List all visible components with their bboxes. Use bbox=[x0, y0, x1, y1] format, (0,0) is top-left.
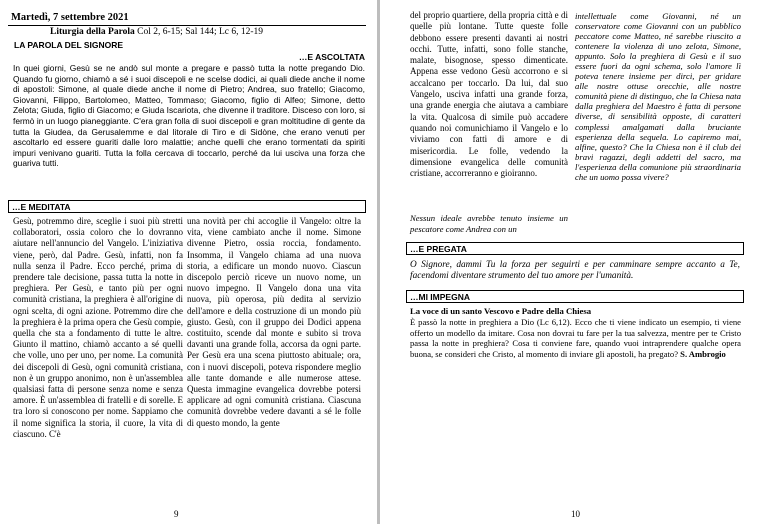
meditata-box bbox=[8, 200, 366, 213]
gospel-text: In quei giorni, Gesù se ne andò sul monte a pregare e passò tutta la notte pregando Dio. Quando fu giorno, chiamò a sé i suoi discepoli e ne scelse dodici, ai quali diede anche il nome di apostoli: Simone, al quale diede anche il nome di Pietro; Andrea, suo fratello; Giacomo, Giovanni, Filippo, Bartolomeo, Matteo, Tommaso; Giacomo, figlio di Alfeo; Simone, detto Zelota; Giuda, figlio di Giacomo; e Giuda Iscariota, che divenne il traditore. Disceso con loro, si fermò in un luogo pianeggiante. C'era gran folla di suoi discepoli e gran moltitudine di gente da tutta la Giudea, da Gerusalemme e dal litorale di Tiro e di Sidòne, che erano venuti per ascoltarlo ed essere guariti dalle loro malattie; anche quelli che erano tormentati da spiriti impuri venivano guariti. Tutta la folla cercava di toccarlo, perché da lui usciva una forza che guariva tutti. bbox=[13, 63, 365, 169]
page-number-left: 9 bbox=[174, 509, 179, 519]
impegna-body bbox=[410, 317, 741, 360]
meditata-label: …E MEDITATA bbox=[12, 202, 71, 212]
continuation-column-1: del proprio quartiere, della propria città e di quelle più lontane. Tutte queste folle debbono essere presenti davanti ai nostri occhi. Tutte, infatti, sono folle stanche, malate, bisognose, spesso dimenticate. Appena esse vedono Gesù accorrono e si accalcano per toccarlo. Da lui, dal suo Vangelo, usciva infatti una grande forza, una grande energia che aiutava a cambiare la vita. Qualcosa di simile può accadere quando noi comunichiamo il Vangelo e lo viviamo con fatti di amore e di misericordia. Le folle, vedendo la dimensione evangelica delle comunità cristiane, accorreranno e gioiranno. bbox=[410, 10, 568, 179]
continuation-column-2-italic: intellettuale come Giovanni, né un conservatore come Giovanni con un pubblico peccatore come Matteo, né sarebbe riuscito a contenere la violenza di uno zelota, Simone, appunto. Solo la preghiera di Gesù e il suo essere fuori da ogni schema, solo l'amore lì poteva tenere insieme per dirci, per gridare alle nostre ottuse orecchie, alle nostre comunità piene di distinguo, che la Chiesa nata dalla preghiera del Maestro è fatta di persone diverse, di sensibilità opposte, di caratteri complessi amalgamati dalla bruciante esperienza della sequela. Lo capiremo mai, alfine, questo? Che la Chiesa non è il club dei bravi ragazzi, degli addetti del sacro, ma l'esperienza della comunione più straordinaria che un uomo possa vivere? bbox=[575, 11, 742, 182]
impegna-box bbox=[406, 290, 744, 303]
page-number-right: 10 bbox=[571, 509, 580, 519]
impegna-heading: La voce di un santo Vescovo e Padre della Chiesa bbox=[410, 306, 592, 316]
liturgy-refs: Col 2, 6-15; Sal 144; Lc 6, 12-19 bbox=[137, 27, 264, 37]
liturgy-line bbox=[50, 27, 263, 37]
meditation-column-1: Gesù, potremmo dire, sceglie i suoi più stretti collaboratori, ossia coloro che lo dovranno aiutare nell'annuncio del Vangelo. L'iniziativa viene, però, dal Padre. Gesù, infatti, non fa nulla senza il Padre. Ecco perché, prima di prendere tale decisione, passa tutta la notte in preghiera. Per Gesù, e tanto più per ogni comunità cristiana, la preghiera è all'origine di ogni scelta, di ogni azione. Potremmo dire che la preghiera è la prima opera che Gesù compie, quella che sta a fondamento di tutte le altre. Giunto il mattino, chiamò accanto a sé quelli che volle, uno per uno, per nome. La comunità dei discepoli di Gesù, ogni comunità cristiana, non è un gruppo anonimo, non è un'assemblea qualsiasi fatta di persone senza nome e senza amore. È un'assemblea di fratelli e di sorelle. E tra loro si conoscono per nome. Sappiamo che il nome significa la storia, il cuore, la vita di ciascuno. C'è bbox=[13, 216, 183, 439]
left-page bbox=[0, 0, 377, 524]
word-heading: LA PAROLA DEL SIGNORE bbox=[14, 40, 124, 50]
impegna-label: …MI IMPEGNA bbox=[410, 292, 470, 302]
impegna-text: È passò la notte in preghiera a Dio (Lc 6,12). Ecco che ti viene indicato un esempio, ti viene offerto un modello da imitare. Cosa non dovrai tu fare per la tua salvezza, mentre per te Cristo passa la notte in preghiera? Cosa ti conviene fare, quando vuoi intraprendere qualche opera buona, se consideri che Cristo, al momento di inviare gli apostoli, ha pregato? bbox=[410, 317, 741, 360]
pregata-box bbox=[406, 242, 744, 255]
ascolta-label: …E ASCOLTATA bbox=[298, 52, 365, 62]
right-page bbox=[380, 0, 757, 524]
date-heading: Martedì, 7 settembre 2021 bbox=[11, 12, 129, 23]
pregata-label: …E PREGATA bbox=[410, 244, 467, 254]
liturgy-title: Liturgia della Parola bbox=[50, 27, 135, 37]
prayer-text: O Signore, dammi Tu la forza per seguirti e per camminare sempre accanto a Te, facendomi diventare strumento del tuo amore per l'umanità. bbox=[410, 260, 740, 281]
impegna-author: S. Ambrogio bbox=[680, 349, 726, 360]
date-divider bbox=[8, 25, 366, 26]
continuation-column-1-italic: Nessun ideale avrebbe tenuto insieme un pescatore come Andrea con un bbox=[410, 213, 568, 234]
meditation-column-2: una novità per chi accoglie il Vangelo: oltre la vita, viene cambiato anche il nome. Simone divenne Pietro, ossia roccia, fondamento. Insomma, il Vangelo chiama ad una nuova storia, a edificare un mondo nuovo. Ciascun discepolo perciò riceve un nuovo nome, un nuovo impegno. Il Vangelo dona una vita nuova, più operosa, più dedita al servizio dell'amore e della costruzione di un mondo più giusto. Gesù, con il gruppo dei Dodici appena costituito, scende dal monte e subito si trova davanti una grande folla, accorsa da ogni parte. Per Gesù era una scena piuttosto abituale; ora, con i nuovi discepoli, poteva rispondere meglio alle tante domande e alle numerose attese. Questa immagine evangelica dovrebbe potersi applicare ad ogni comunità cristiana. Ciascuna comunità dovrebbe vedere davanti a sé le folle di questo mondo, la gente bbox=[187, 216, 361, 428]
